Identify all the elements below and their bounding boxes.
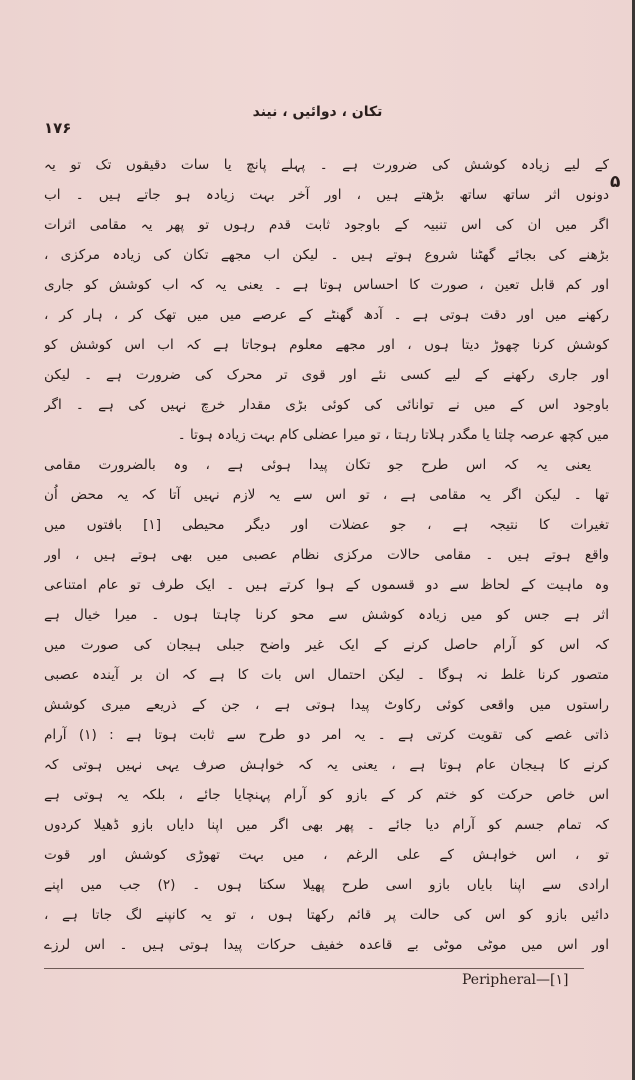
text-line: کہ تمام جسم کو آرام دیا جائے ۔ پھر بھی اگر میں اپنا دایاں بازو ڈھیلا کردوں [44,817,609,833]
text-line: ارادی سے اپنا بایاں بازو اسی طرح پھیلا سکتا ہوں ۔ (۲) جب میں اپنے [44,877,609,893]
text-line: ذاتی غصے کی تقویت کرتی ہے ۔ یہ امر دو طرح سے ثابت ہوتا ہے : (۱) آرام [44,727,609,743]
text-line: کوشش کرنا چھوڑ دیتا ہوں ، اور مجھے معلوم ہوجاتا ہے کہ اب اس کوشش کو [44,337,609,353]
text-line: اور جاری رکھنے کے لیے کسی نئے اور قوی تر محرک کی ضرورت ہے ۔ لیکن [44,367,609,383]
running-head: تکان ، دوائیں ، نیند [252,104,383,120]
text-line: کہ اس کو آرام حاصل کرنے کے ایک غیر واضح جبلی ہیجان کی صورت میں [44,637,609,653]
footnote-divider [44,968,584,969]
text-line: اگر میں ان کی اس تنبیہ کے باوجود ثابت قدم رہوں تو پھر یہ مقامی اثرات [44,217,609,233]
text-line: اثر ہے جس کو میں زیادہ کوشش سے محو کرنا چاہتا ہوں ۔ میرا خیال ہے [44,607,609,623]
text-line: دائیں بازو کو اس کی حالت پر قائم رکھتا ہوں ، تو یہ کانپنے لگ جاتا ہے ، [44,907,609,923]
footnote: Peripheral—[۱] [462,972,569,988]
text-line: تغیرات کا نتیجہ ہے ، جو عضلات اور دیگر محیطی [۱] بافتوں میں [44,517,609,533]
text-line: واقع ہوتے ہیں ۔ مقامی حالات مرکزی نظام عصبی میں بھی ہوتے ہیں ، اور [44,547,609,563]
text-line: کے لیے زیادہ کوشش کی ضرورت ہے ۔ پہلے پانچ یا سات دقیقوں تک تو یہ [44,157,609,173]
text-line: راستوں میں واقعی کوئی رکاوٹ پیدا ہوتی ہے ، جن کے ذریعے میری کوشش [44,697,609,713]
text-line: متصور کرنا غلط نہ ہوگا ۔ لیکن احتمال اس بات کا ہے کہ ان بر آیندہ عصبی [44,667,609,683]
text-line: تھا ۔ لیکن اگر یہ مقامی ہے ، تو اس سے یہ لازم نہیں آتا کہ یہ محض اُن [44,487,609,503]
margin-line-marker: ۵ [610,172,621,192]
text-line: باوجود اس کے میں نے توانائی کی کوئی بڑی مقدار خرچ نہیں کی ہے ۔ اگر [44,397,609,413]
body-text [44,150,609,960]
text-line: دونوں اثر ساتھ ساتھ بڑھتے ہیں ، اور آخر بہت زیادہ ہو جاتے ہیں ۔ اب [44,187,609,203]
text-line: اور اس میں موٹی موٹی بے قاعدہ خفیف حرکات پیدا ہوتی ہیں ۔ اس لرزے [44,937,609,953]
text-line: اور کم قابل تعین ، صورت کا احساس ہوتا ہے ۔ یعنی یہ کہ اب کوشش کو جاری [44,277,609,293]
text-line: تو ، اس خواہش کے علی الرغم ، میں بہت تھوڑی کوشش اور قوت [44,847,609,863]
text-line: وہ ماہیت کے لحاظ سے دو قسموں کے ہوا کرتے ہیں ۔ ایک طرف تو عام امتناعی [44,577,609,593]
text-line: رکھنے میں اور دقت ہوتی ہے ۔ آدھ گھنٹے کے عرصے میں میں تھک کر ، ہار کر ، [44,307,609,323]
text-line: بڑھنے کی بجائے گھٹنا شروع ہوتے ہیں ۔ لیکن اب مجھے تکان کی زیادہ مرکزی ، [44,247,609,263]
text-line: اس خاص حرکت کو ختم کر کے بازو کو آرام پہنچایا جائے ، بلکہ یہ ہوتی ہے [44,787,609,803]
text-line: یعنی یہ کہ اس طرح جو تکان پیدا ہوئی ہے ، وہ بالضرورت مقامی [44,457,591,473]
text-line: کرنے کا ہیجان عام ہوتا ہے ، یعنی یہ کہ خواہش صرف یہی نہیں ہوتی کہ [44,757,609,773]
text-line: میں کچھ عرصہ چلتا یا مگدر ہلاتا رہتا ، تو میرا عضلی کام بہت زیادہ ہوتا ۔ [177,427,609,443]
page-number: ۱۷۶ [44,119,72,137]
